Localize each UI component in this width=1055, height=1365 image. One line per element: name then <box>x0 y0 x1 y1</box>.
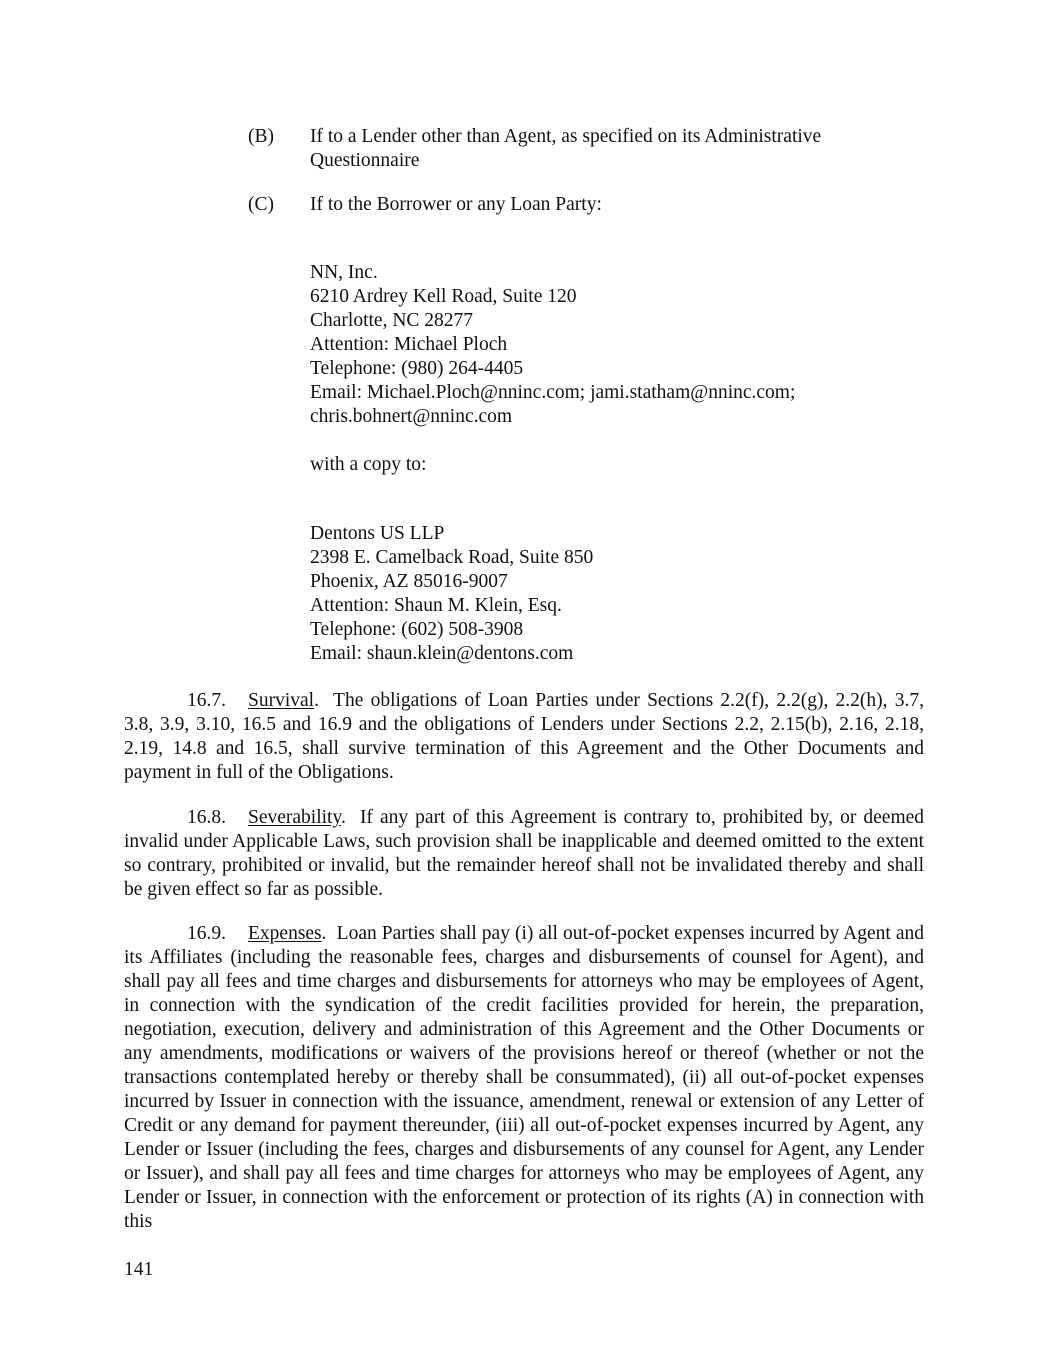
notice-item-marker: (B) <box>248 126 274 147</box>
section-number: 16.8. <box>187 807 226 828</box>
section-16-8-severability: 16.8. Severability. If any part of this Agreement is contrary to, prohibited by, or deemed invalid under Applicable Laws, such provision shall be inapplicable and deemed omitted to the extent so contrary, prohibited or invalid, but the remainder hereof shall not be invalidated thereby and shall be given effect so far as possible. <box>124 807 925 900</box>
address-line: Attention: Michael Ploch <box>310 334 508 355</box>
section-body: If any part of this Agreement is contrary to, prohibited by, or deemed invalid under Applicable Laws, such provision shall be inapplicable and deemed omitted to the extent so contrary, prohibited or invalid, but the remainder hereof shall not be invalidated thereby and shall be given effect so far as possible. <box>124 807 925 900</box>
address-line: Charlotte, NC 28277 <box>310 310 474 331</box>
borrower-address-block <box>310 261 910 429</box>
address-line: NN, Inc. <box>310 262 378 283</box>
page-number: 141 <box>124 1259 154 1280</box>
address-line: Telephone: (980) 264-4405 <box>310 358 524 379</box>
address-line: Email: Michael.Ploch@nninc.com; jami.statham@nninc.com; <box>310 382 796 403</box>
section-body: The obligations of Loan Parties under Sections 2.2(f), 2.2(g), 2.2(h), 3.7, 3.8, 3.9, 3.10, 16.5 and 16.9 and the obligations of Lenders under Sections 2.2, 2.15(b), 2.16, 2.18, 2.19, 14.8 and 16.5, shall survive termination of this Agreement and the Other Documents and payment in full of the Obligations. <box>124 690 924 783</box>
address-line: Email: shaun.klein@dentons.com <box>310 643 574 664</box>
address-line: 2398 E. Camelback Road, Suite 850 <box>310 547 594 568</box>
section-number: 16.7. <box>187 690 226 711</box>
address-line: Phoenix, AZ 85016-9007 <box>310 571 508 592</box>
notice-item-text: If to the Borrower or any Loan Party: <box>310 194 602 215</box>
notice-item-marker: (C) <box>248 194 274 215</box>
address-line: Attention: Shaun M. Klein, Esq. <box>310 595 562 616</box>
section-body: Loan Parties shall pay (i) all out-of-pocket expenses incurred by Agent and its Affiliates (including the reasonable fees, charges and disbursements of counsel for Agent), and shall pay all fees and time charges and disbursements for attorneys who may be employees of Agent, in connection with the syndication of the credit facilities provided for herein, the preparation, negotiation, execution, delivery and administration of this Agreement and the Other Documents or any amendments, modifications or waivers of the provisions hereof or thereof (whether or not the transactions contemplated hereby or thereby shall be consummated), (ii) all out-of-pocket expenses incurred by Issuer in connection with the issuance, amendment, renewal or extension of any Letter of Credit or any demand for payment thereunder, (iii) all out-of-pocket expenses incurred by Agent, any Lender or Issuer (including the fees, charges and disbursements of any counsel for Agent, any Lender or Issuer), and shall pay all fees and time charges for attorneys who may be employees of Agent, any Lender or Issuer, in connection with the enforcement or protection of its rights (A) in connection with this <box>124 923 925 1232</box>
notice-item-text: If to a Lender other than Agent, as specified on its Administrative Questionnaire <box>310 126 822 171</box>
section-heading: Severability <box>248 807 341 828</box>
address-line: 6210 Ardrey Kell Road, Suite 120 <box>310 286 577 307</box>
section-16-7-survival: 16.7. Survival. The obligations of Loan Parties under Sections 2.2(f), 2.2(g), 2.2(h), 3.7, 3.8, 3.9, 3.10, 16.5 and 16.9 and the obligations of Lenders under Sections 2.2, 2.15(b), 2.16, 2.18, 2.19, 14.8 and 16.5, shall survive termination of this Agreement and the Other Documents and payment in full of the Obligations. <box>124 690 924 783</box>
address-line: chris.bohnert@nninc.com <box>310 406 513 427</box>
address-line: Dentons US LLP <box>310 523 445 544</box>
address-line: Telephone: (602) 508-3908 <box>310 619 524 640</box>
section-heading: Expenses <box>248 923 322 944</box>
copy-to-label: with a copy to: <box>310 454 427 475</box>
counsel-address-block <box>310 522 910 666</box>
section-number: 16.9. <box>187 923 226 944</box>
section-16-9-expenses: 16.9. Expenses. Loan Parties shall pay (i) all out-of-pocket expenses incurred by Agent and its Affiliates (including the reasonable fees, charges and disbursements of counsel for Agent), and shall pay all fees and time charges and disbursements for attorneys who may be employees of Agent, in connection with the syndication of the credit facilities provided for herein, the preparation, negotiation, execution, delivery and administration of this Agreement and the Other Documents or any amendments, modifications or waivers of the provisions hereof or thereof (whether or not the transactions contemplated hereby or thereby shall be consummated), (ii) all out-of-pocket expenses incurred by Issuer in connection with the issuance, amendment, renewal or extension of any Letter of Credit or any demand for payment thereunder, (iii) all out-of-pocket expenses incurred by Agent, any Lender or Issuer (including the fees, charges and disbursements of any counsel for Agent, any Lender or Issuer), and shall pay all fees and time charges for attorneys who may be employees of Agent, any Lender or Issuer, in connection with the enforcement or protection of its rights (A) in connection with this <box>124 923 925 1232</box>
section-heading: Survival <box>248 690 315 711</box>
